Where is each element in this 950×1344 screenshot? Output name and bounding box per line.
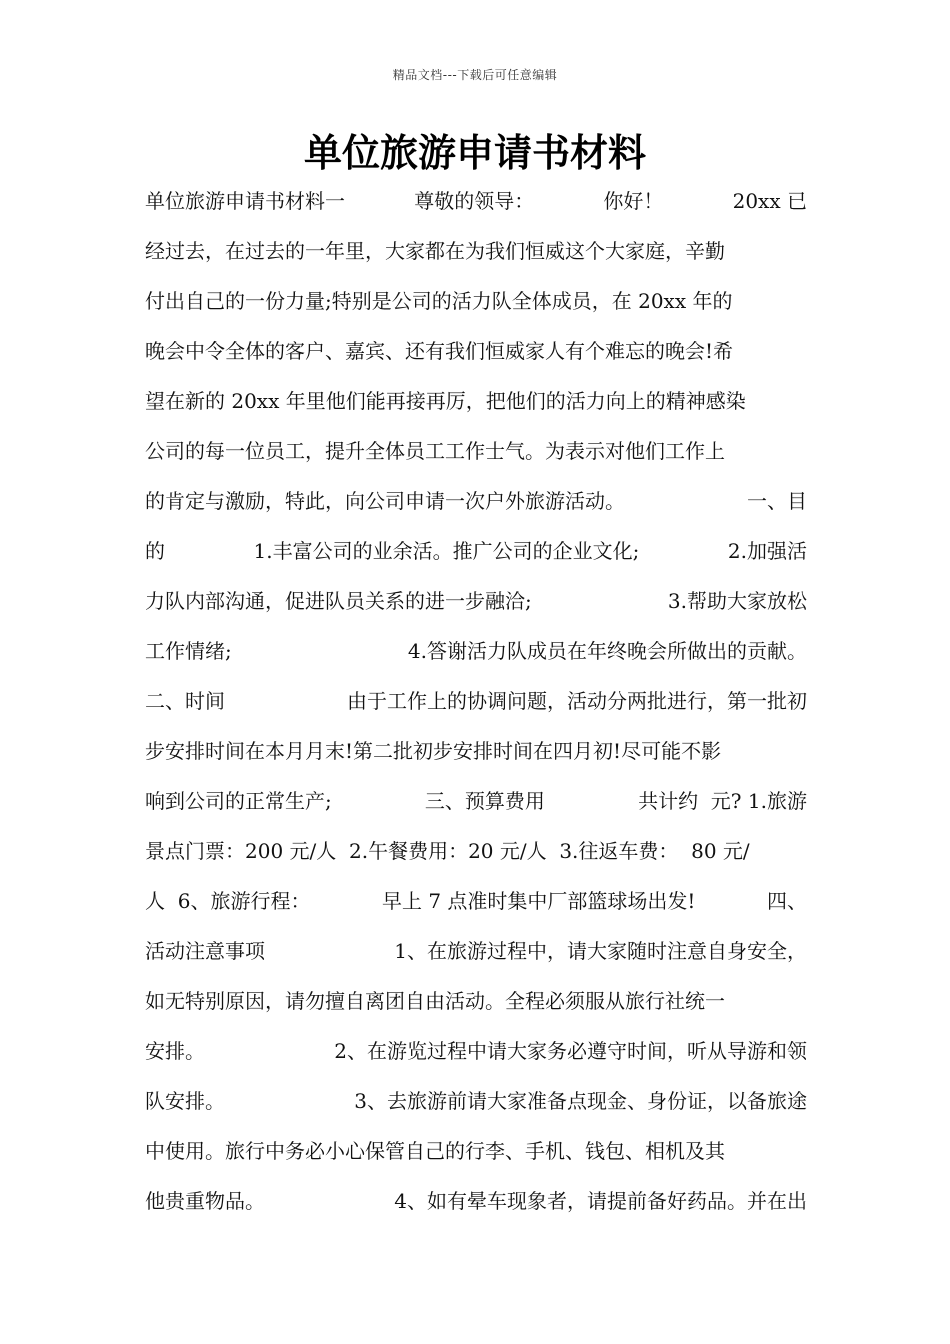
text-line [145,776,807,826]
body-text [145,176,807,1226]
text-line [145,376,807,426]
text-segment: 2、在游览过程中请大家务必遵守时间，听从导游和领 [334,1039,807,1063]
text-segment: 一、目 [747,489,807,513]
text-segment: 单位旅游申请书材料一 [145,189,345,213]
text-segment: 工作情绪; [145,639,232,663]
text-segment: 共计约 元? 1.旅游 [638,789,807,813]
text-line [145,1126,807,1176]
text-segment: 的 [145,539,165,563]
text-segment: 响到公司的正常生产; [145,789,332,813]
text-segment: 3.帮助大家放松 [667,589,807,613]
text-line [145,976,807,1026]
text-line [145,526,807,576]
text-segment: 的肯定与激励，特此，向公司申请一次户外旅游活动。 [145,489,625,513]
text-line [145,676,807,726]
text-line [145,326,807,376]
text-segment: 2.加强活 [727,539,807,563]
text-segment: 你好！ [603,189,664,213]
text-line [145,876,807,926]
text-segment: 4.答谢活力队成员在年终晚会所做出的贡献。 [407,639,807,663]
text-line [145,926,807,976]
text-segment: 四、 [767,889,807,913]
text-segment: 3、去旅游前请大家准备点现金、身份证，以备旅途 [354,1089,807,1113]
text-line [145,226,807,276]
text-segment: 安排。 [145,1039,205,1063]
text-segment: 二、时间 [145,689,225,713]
text-segment: 望在新的 20xx 年里他们能再接再厉，把他们的活力向上的精神感染 [145,389,746,413]
text-segment: 景点门票：200 元/人 2.午餐费用：20 元/人 3.往返车费： 80 元/ [145,839,750,863]
text-line [145,1176,807,1226]
text-segment: 如无特别原因，请勿擅自离团自由活动。全程必须服从旅行社统一 [145,989,725,1013]
text-segment: 由于工作上的协调问题，活动分两批进行，第一批初 [347,689,807,713]
text-line [145,176,807,226]
text-line [145,426,807,476]
text-segment: 付出自己的一份力量;特别是公司的活力队全体成员，在 20xx 年的 [145,289,733,313]
text-segment: 中使用。旅行中务必小心保管自己的行李、手机、钱包、相机及其 [145,1139,725,1163]
text-segment: 他贵重物品。 [145,1189,265,1213]
text-line [145,726,807,776]
header-note: 精品文档---下载后可任意编辑 [392,68,558,82]
text-line [145,276,807,326]
text-segment: 1、在旅游过程中，请大家随时注意自身安全， [394,939,807,963]
text-segment: 活动注意事项 [145,939,265,963]
text-segment: 晚会中令全体的客户、嘉宾、还有我们恒威家人有个难忘的晚会!希 [145,339,734,363]
text-segment: 公司的每一位员工，提升全体员工工作士气。为表示对他们工作上 [145,439,725,463]
text-segment: 队安排。 [145,1089,225,1113]
text-segment: 尊敬的领导： [414,189,535,213]
text-segment: 力队内部沟通，促进队员关系的进一步融洽; [145,589,532,613]
text-line [145,1076,807,1126]
text-segment: 人 6、旅游行程： [145,889,311,913]
page-title: 单位旅游申请书材料 [303,131,646,175]
text-segment: 1.丰富公司的业余活。推广公司的企业文化; [253,539,640,563]
text-line [145,476,807,526]
text-line [145,626,807,676]
text-segment: 步安排时间在本月月末!第二批初步安排时间在四月初!尽可能不影 [145,739,722,763]
text-segment: 三、预算费用 [424,789,545,813]
text-line [145,576,807,626]
text-line [145,826,807,876]
text-segment: 早上 7 点准时集中厂部篮球场出发! [381,889,696,913]
text-line [145,1026,807,1076]
text-segment: 4、如有晕车现象者，请提前备好药品。并在出 [394,1189,807,1213]
text-segment: 20xx 已 [732,189,807,213]
text-segment: 经过去，在过去的一年里，大家都在为我们恒威这个大家庭，辛勤 [145,239,725,263]
